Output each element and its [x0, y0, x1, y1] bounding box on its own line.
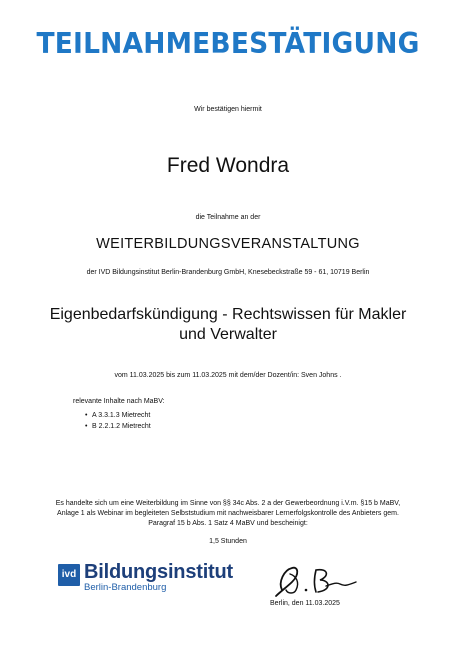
ivd-badge: ivd [58, 564, 80, 586]
logo-region: Berlin-Brandenburg [84, 582, 167, 593]
event-type-heading: WEITERBILDUNGSVERANSTALTUNG [96, 236, 360, 252]
participant-name: Fred Wondra [166, 154, 290, 177]
legal-text-line-3: Paragraf 15 b Abs. 1 Satz 4 MaBV und bescheinigt: [148, 519, 308, 527]
mabv-item: • A 3.3.1.3 Mietrecht [85, 410, 151, 421]
ivd-bildungsinstitut-logo [58, 561, 233, 597]
certificate-title: TEILNAHMEBESTÄTIGUNG [36, 27, 420, 60]
legal-text-line-2: Anlage 1 als Webinar im begleiteten Selbststudium mit nachweisbarer Lernerfolgskontrolle des Anbieters gem. [57, 509, 399, 517]
mabv-item: • B 2.2.1.2 Mietrecht [85, 421, 151, 432]
dates-line: vom 11.03.2025 bis zum 11.03.2025 mit dem/der Dozent/in: Sven Johns . [114, 372, 342, 379]
place-date: Berlin, den 11.03.2025 [270, 600, 340, 607]
mabv-list [85, 410, 151, 432]
legal-text-line-1: Es handelte sich um eine Weiterbildung im Sinne von §§ 34c Abs. 2 a der Gewerbeordnung i.V.m. §15 b MaBV, [55, 500, 401, 507]
duration: 1,5 Stunden [209, 538, 247, 545]
mabv-label: relevante Inhalte nach MaBV: [73, 398, 165, 405]
legal-text [0, 499, 456, 528]
signature-icon [270, 560, 360, 600]
participation-text: die Teilnahme an der [195, 214, 261, 221]
intro-text: Wir bestätigen hiermit [194, 106, 262, 113]
course-title-line-2: und Verwalter [179, 326, 277, 344]
logo-name: Bildungsinstitut [84, 561, 233, 583]
course-title [0, 305, 456, 346]
organizer-line: der IVD Bildungsinstitut Berlin-Brandenburg GmbH, Knesebeckstraße 59 - 61, 10719 Berlin [86, 269, 370, 276]
course-title-line-1: Eigenbedarfskündigung - Rechtswissen für Makler [49, 306, 407, 323]
